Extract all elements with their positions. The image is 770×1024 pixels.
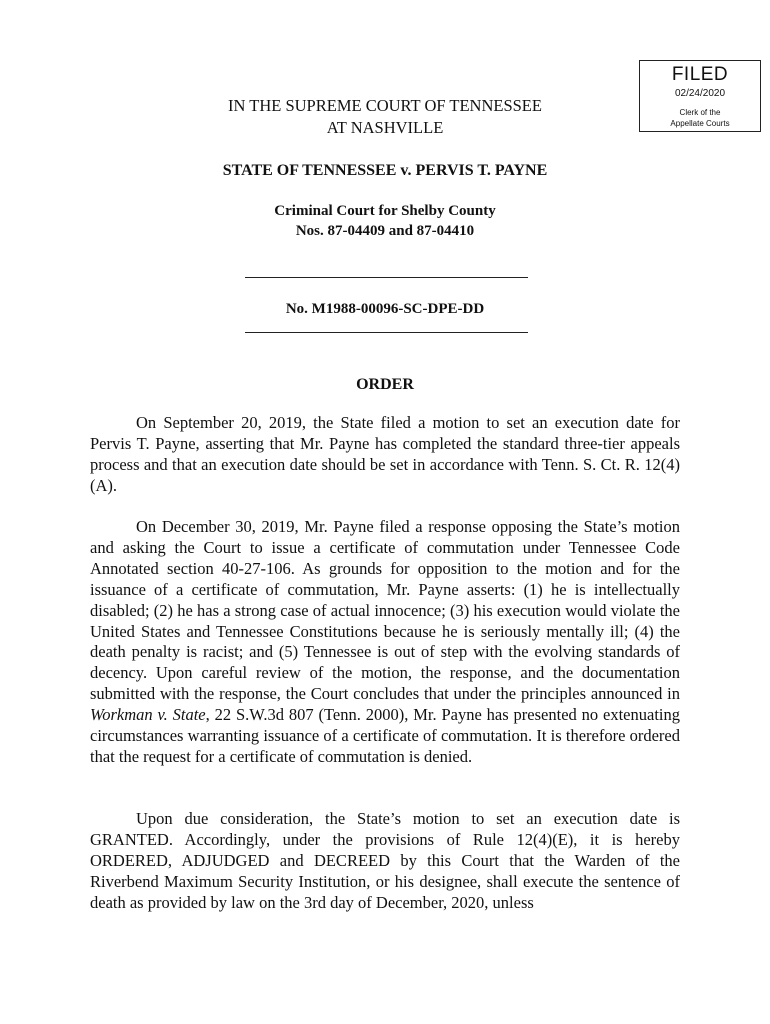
lower-court: Criminal Court for Shelby County [274,203,496,219]
paragraph-motion: On September 20, 2019, the State filed a motion to set an execution date for Pervis T. Payne, asserting that Mr. Payne has completed the standard three-tier appeals process and that an execution date should be set in accordance with Tenn. S. Ct. R. 12(4)(A). [90,413,680,495]
court-name: IN THE SUPREME COURT OF TENNESSEE [228,96,542,115]
divider-top [245,277,528,278]
order-heading: ORDER [356,376,414,393]
stamp-clerk-line: Clerk of the [679,108,721,117]
docket-number: No. M1988-00096-SC-DPE-DD [285,301,485,317]
paragraph-granted: Upon due consideration, the State’s motion to set an execution date is GRANTED. Accordingly, under the provisions of Rule 12(4)(E), it is hereby ORDERED, ADJUDGED and DECREED by this Court that the Warden of the Riverbend Maximum Security Institution, or his designee, shall execute the sentence of death as provided by law on the 3rd day of December, 2020, unless [90,809,680,912]
stamp-title: FILED [671,64,729,85]
paragraph-response [90,517,680,768]
stamp-date: 02/24/2020 [674,88,726,99]
paragraph-response-text-1: On December 30, 2019, Mr. Payne filed a response opposing the State’s motion and asking the Court to issue a certificate of commutation under Tennessee Code Annotated section 40-27-106. As grounds for opposition to the motion and for the issuance of a certificate of commutation, Mr. Payne asserts: (1) he is intellectually disabled; (2) he has a strong case of actual innocence; (3) his execution would violate the United States and Tennessee Constitutions because he is seriously mentally ill; (4) the death penalty is racist; and (5) Tennessee is out of step with the evolving standards of decency. Upon careful review of the motion, the response, and the documentation submitted with the response, the Court concludes that under the principles announced in [90,517,680,704]
court-location: AT NASHVILLE [326,118,444,137]
stamp-courts-line: Appellate Courts [670,119,730,128]
case-caption: STATE OF TENNESSEE v. PERVIS T. PAYNE [222,162,548,179]
case-citation-name: Workman v. State [90,705,206,725]
paragraph-response-text-2: , 22 S.W.3d 807 (Tenn. 2000), Mr. Payne has presented no extenuating circumstances warranting issuance of a certificate of commutation. It is therefore ordered that the request for a certificate of commutation is denied. [90,705,680,766]
divider-bottom [245,332,528,333]
lower-court-numbers: Nos. 87-04409 and 87-04410 [295,223,475,239]
